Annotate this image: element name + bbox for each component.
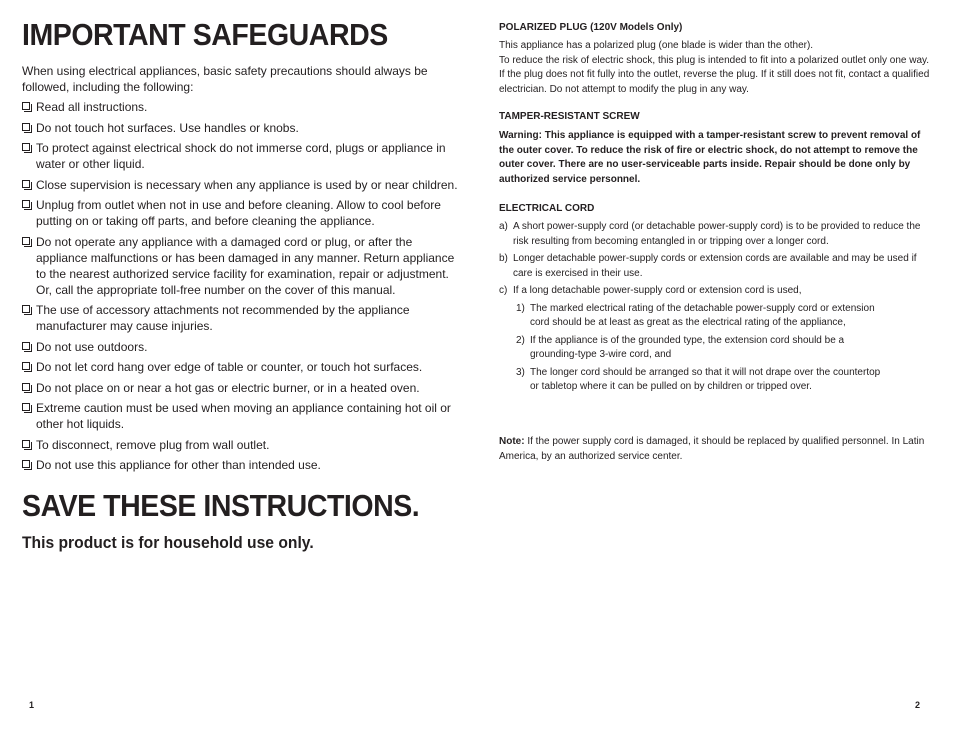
list-item: 2) If the appliance is of the grounded type, the extension cord should be a grounding-type 3-wire cord, and	[516, 334, 845, 360]
section-title: POLARIZED PLUG (120V Models Only)	[499, 22, 683, 33]
section-title: TAMPER-RESISTANT SCREW	[499, 111, 640, 122]
list-item: To disconnect, remove plug from wall outlet.	[22, 437, 462, 453]
list-item: Do not operate any appliance with a damaged cord or plug, or after the appliance malfunctions or has been damaged in any manner. Return appliance to the nearest authorized service facility for examination, repair or adjustment. Or, call the appropriate toll-free number on the cover of this manual.	[22, 234, 462, 298]
tamper-resistant-section	[499, 110, 931, 187]
checkbox-icon	[22, 143, 30, 151]
polarized-plug-section	[499, 21, 931, 97]
paragraph: To reduce the risk of electric shock, this plug is intended to fit into a polarized outlet only one way. If the plug does not fit fully into the outlet, reverse the plug. If it still does not fit, contact a qualified electrician. Do not attempt to modify the plug in any way.	[499, 54, 930, 95]
intro-text: When using electrical appliances, basic safety precautions should always be followed, including the following:	[22, 64, 428, 94]
right-page	[477, 0, 954, 738]
checkbox-icon	[22, 305, 30, 313]
list-item: 3) The longer cord should be arranged so that it will not drape over the countertop or tabletop where it can be pulled on by children or tripped over.	[516, 366, 881, 392]
household-use-note: This product is for household use only.	[22, 533, 314, 552]
list-item: Read all instructions.	[22, 99, 462, 115]
list-item: Do not place on or near a hot gas or electric burner, or in a heated oven.	[22, 380, 462, 396]
section-title: ELECTRICAL CORD	[499, 203, 595, 214]
checkbox-icon	[22, 440, 30, 448]
save-instructions-heading: SAVE THESE INSTRUCTIONS.	[22, 488, 420, 523]
list-item: Do not let cord hang over edge of table or counter, or touch hot surfaces.	[22, 359, 462, 375]
page-number: 1	[29, 700, 35, 710]
checkbox-icon	[22, 237, 30, 245]
checkbox-icon	[22, 200, 30, 208]
checkbox-icon	[22, 403, 30, 411]
page-title: IMPORTANT SAFEGUARDS	[22, 17, 388, 52]
electrical-cord-section	[499, 202, 931, 398]
list-item: To protect against electrical shock do not immerse cord, plugs or appliance in water or other liquid.	[22, 140, 462, 172]
checkbox-icon	[22, 460, 30, 468]
safeguard-list	[22, 99, 462, 478]
note-section	[499, 435, 931, 464]
list-item: The use of accessory attachments not recommended by the appliance manufacturer may cause injuries.	[22, 302, 462, 334]
checkbox-icon	[22, 362, 30, 370]
checkbox-icon	[22, 123, 30, 131]
list-item: Unplug from outlet when not in use and before cleaning. Allow to cool before putting on or taking off parts, and before cleaning the appliance.	[22, 197, 462, 229]
list-item: Close supervision is necessary when any appliance is used by or near children.	[22, 177, 462, 193]
page-number: 2	[915, 700, 921, 710]
list-item: b) Longer detachable power-supply cords or extension cords are available and may be used if care is exercised in their use.	[499, 253, 917, 279]
checkbox-icon	[22, 383, 30, 391]
checkbox-icon	[22, 180, 30, 188]
list-item: a) A short power-supply cord (or detachable power-supply cord) is to be provided to reduce the risk resulting from becoming entangled in or tripping over a longer cord.	[499, 221, 921, 247]
list-item: Do not use this appliance for other than intended use.	[22, 457, 462, 473]
list-item: Do not touch hot surfaces. Use handles or knobs.	[22, 120, 462, 136]
list-item: c) If a long detachable power-supply cord or extension cord is used,	[499, 285, 802, 296]
note-paragraph: Note: If the power supply cord is damaged, it should be replaced by qualified personnel. In Latin America, by an authorized service center.	[499, 436, 925, 462]
list-item: Extreme caution must be used when moving an appliance containing hot oil or other hot liquids.	[22, 400, 462, 432]
paragraph: This appliance has a polarized plug (one blade is wider than the other).	[499, 40, 814, 51]
list-item: Do not use outdoors.	[22, 339, 462, 355]
list-item: 1) The marked electrical rating of the detachable power-supply cord or extension cord should be at least as great as the electrical rating of the appliance,	[516, 302, 875, 328]
checkbox-icon	[22, 342, 30, 350]
checkbox-icon	[22, 102, 30, 110]
warning-paragraph: Warning: This appliance is equipped with a tamper-resistant screw to prevent removal of the outer cover. To reduce the risk of fire or electric shock, do not attempt to remove the outer cover. There are no user-serviceable parts inside. Repair should be done only by authorized service personnel.	[499, 130, 921, 185]
